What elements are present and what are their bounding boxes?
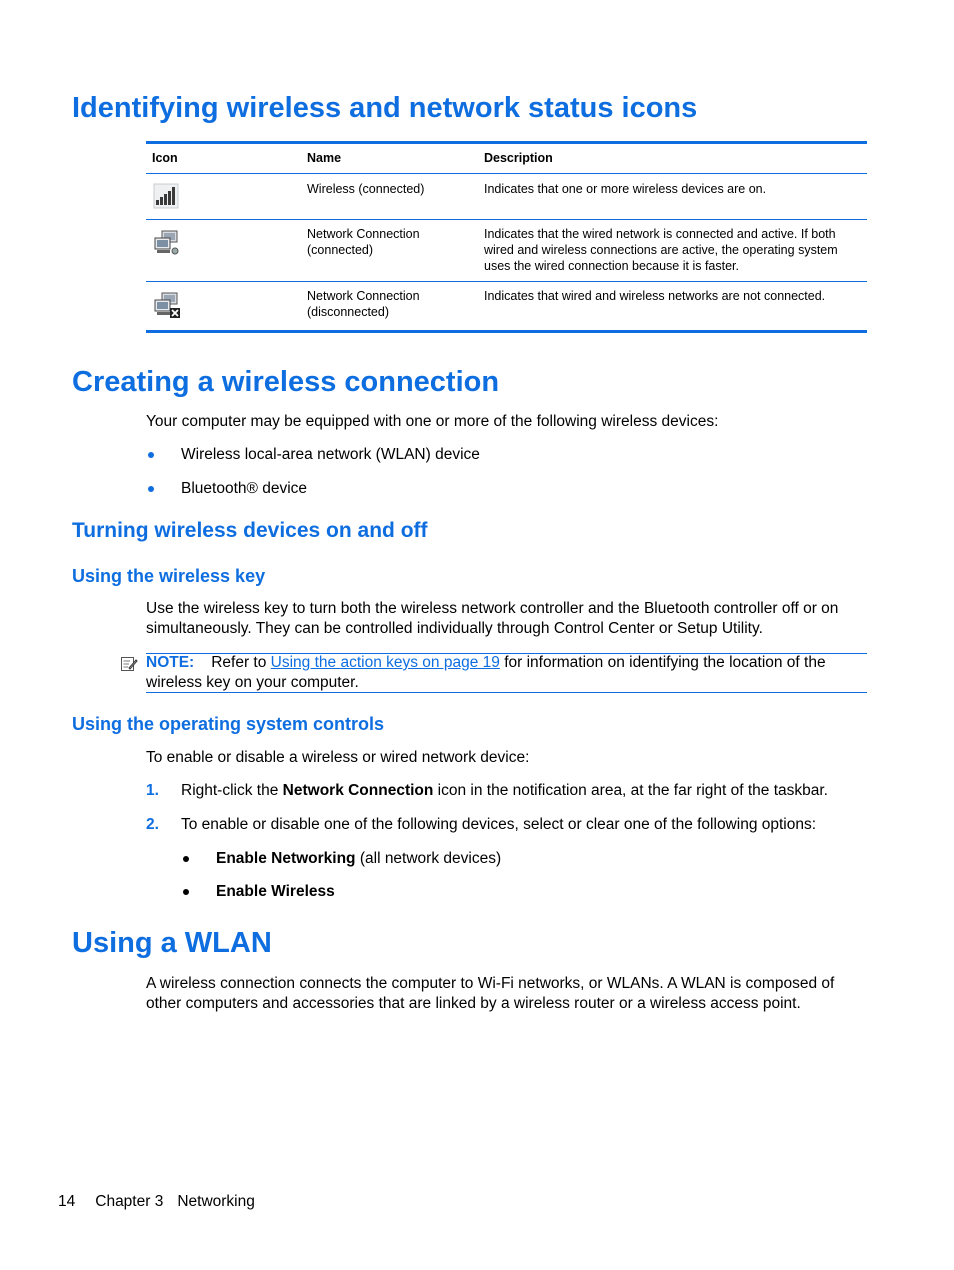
note-text-line2: wireless key on your computer. — [146, 673, 359, 691]
action-keys-link[interactable]: Using the action keys on page 19 — [270, 654, 500, 671]
table-header-description: Description — [484, 151, 553, 165]
wireless-key-paragraph: Use the wireless key to turn both the wireless network controller and the Bluetooth controller off or on simultaneously. They can be controlled individually through Control Center or Setup Utility. — [146, 600, 839, 637]
bullet-dot — [148, 452, 154, 458]
option-enable-networking: Enable Networking (all network devices) — [216, 850, 502, 867]
note-label: NOTE: — [146, 654, 195, 671]
page-number: 14 — [58, 1193, 76, 1210]
table-row-3-name: Network Connection (disconnected) — [307, 289, 420, 319]
table-row-2-description: Indicates that the wired network is connected and active. If both wired and wireless connections are active, the operating system uses the wired connection because it is faster. — [484, 227, 838, 273]
section-title-wlan: Using a WLAN — [72, 927, 272, 959]
step-2-text: To enable or disable one of the following devices, select or clear one of the following options: — [181, 816, 817, 833]
section-title-status-icons: Identifying wireless and network status icons — [72, 92, 698, 124]
note-text-post: for information on identifying the location of the — [499, 654, 826, 671]
wlan-paragraph: A wireless connection connects the computer to Wi-Fi networks, or WLANs. A WLAN is composed of other computers and accessories that are linked by a wireless router or a wireless access point. — [146, 975, 835, 1012]
note-pencil-icon — [120, 655, 138, 678]
table-row-2-name: Network Connection (connected) — [307, 227, 420, 257]
section-title-wireless-key: Using the wireless key — [72, 566, 266, 586]
network-connected-icon — [153, 229, 179, 255]
step-number: 1. — [146, 782, 159, 799]
status-icons-table — [146, 141, 867, 333]
footer-chapter: Chapter 3 — [95, 1193, 164, 1210]
step-1-text: Right-click the Network Connection icon in the notification area, at the far right of the taskbar. — [181, 782, 828, 799]
bullet-dot — [183, 889, 189, 895]
list-item: Bluetooth® device — [181, 480, 308, 497]
section-title-os-controls: Using the operating system controls — [72, 714, 385, 734]
os-controls-intro: To enable or disable a wireless or wired network device: — [146, 749, 530, 766]
table-header-name: Name — [307, 151, 342, 165]
table-row-3-description: Indicates that wired and wireless networks are not connected. — [484, 289, 826, 303]
step-number: 2. — [146, 816, 159, 833]
footer-chapter-title: Networking — [177, 1193, 255, 1210]
page-footer — [58, 1192, 255, 1212]
network-disconnected-icon — [153, 291, 179, 317]
section-title-creating: Creating a wireless connection — [72, 366, 500, 398]
step-1 — [146, 781, 159, 801]
step-2 — [146, 815, 159, 835]
bullet-dot — [183, 856, 189, 862]
note-text-pre: Refer to — [211, 654, 271, 671]
table-row-1-description: Indicates that one or more wireless devices are on. — [484, 182, 767, 196]
table-row-1-name: Wireless (connected) — [307, 182, 425, 196]
note-box — [120, 653, 867, 693]
list-item: Wireless local-area network (WLAN) device — [181, 446, 480, 463]
bullet-dot — [148, 486, 154, 492]
table-header-icon: Icon — [152, 151, 178, 165]
wireless-bars-icon — [153, 183, 179, 209]
option-enable-wireless: Enable Wireless — [216, 883, 335, 900]
section-title-turning: Turning wireless devices on and off — [72, 519, 428, 542]
creating-intro: Your computer may be equipped with one or more of the following wireless devices: — [146, 413, 719, 430]
